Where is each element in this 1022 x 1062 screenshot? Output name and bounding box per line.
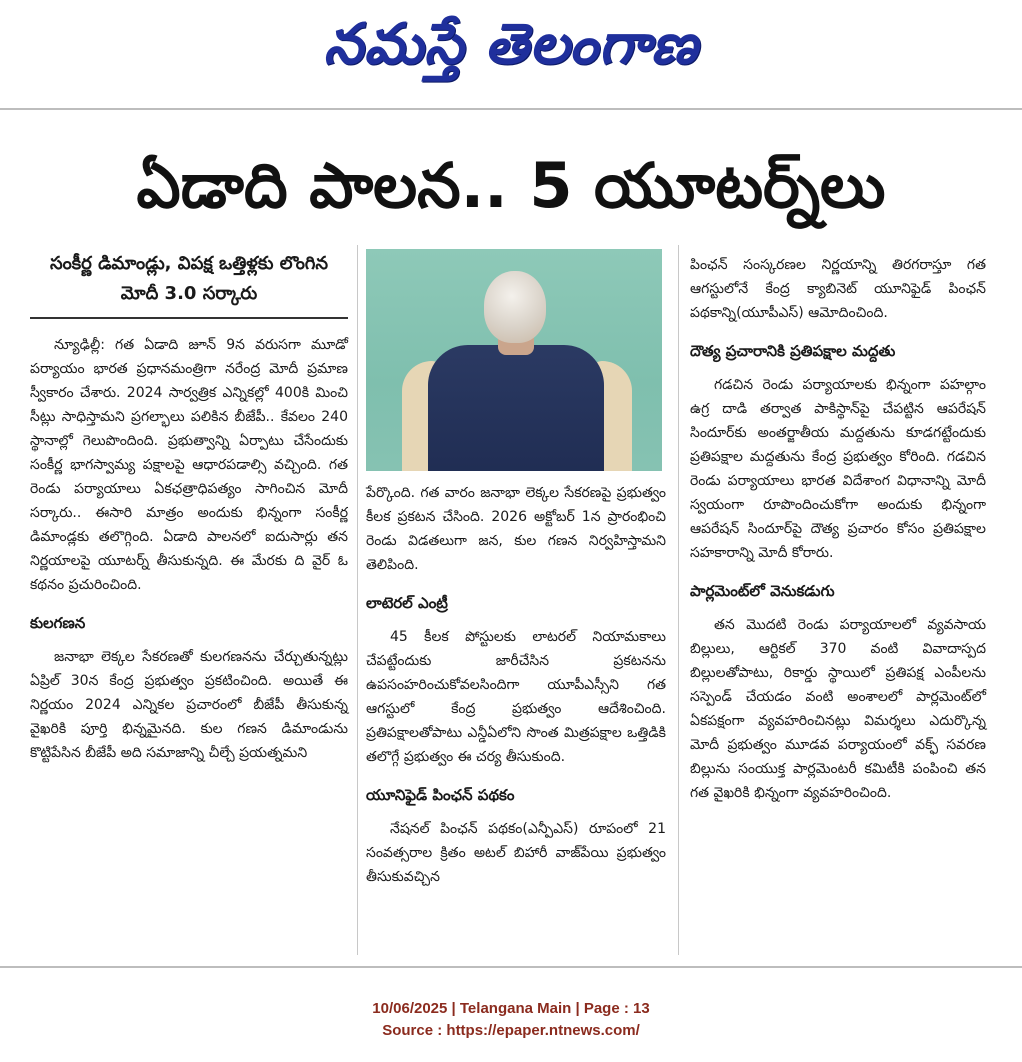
page-footer [0, 998, 1022, 1042]
article-paragraph: గడచిన రెండు పర్యాయాలకు భిన్నంగా పహల్గాం ఉగ్ర దాడి తర్వాత పాకిస్థాన్‌పై చేపట్టిన ఆపరేషన్ సిందూర్‌కు అంతర్జాతీయ మద్దతును కూడగట్టేందుకు ప్రతిపక్షాల మద్దతును కేంద్ర ప్రభుత్వం కోరింది. గడచిన రెండు పర్యాయాలు భారత విదేశాంగ విధానాన్ని మోదీ స్వయంగా రూపొందించుకోగా అందుకు భిన్నంగా ఆపరేషన్ సిందూర్‌పై దౌత్య ప్రచారం కోసం ప్రతిపక్షాల సహకారాన్ని మోదీ కోరారు. [690, 377, 986, 561]
top-divider [0, 108, 1022, 110]
article-paragraph: తన మొదటి రెండు పర్యాయాలలో వ్యవసాయ బిల్లులు, ఆర్టికల్ 370 వంటి వివాదాస్పద బిల్లులతోపాటు, రికార్డు స్థాయిలో ప్రతిపక్ష ఎంపీలను సస్పెండ్ చేయడం వంటి అంశాలలో పార్లమెంట్‌లో ఏకపక్షంగా వ్యవహరించినట్లు విమర్శలు ఎదుర్కొన్న మోదీ ప్రభుత్వం మూడవ పర్యాయంలో వక్ఫ్ సవరణ బిల్లును సంయుక్త పార్లమెంటరీ కమిటీకి పంపించి తన గత వైఖరికి భిన్నంగా వ్యవహరించింది. [690, 617, 986, 801]
column-divider [357, 245, 358, 955]
section-heading: లాటెరల్ ఎంట్రీ [366, 594, 448, 612]
masthead [0, 0, 1022, 100]
article-paragraph: 45 కీలక పోస్టులకు లాటరల్ నియామకాలు చేపట్టేందుకు జారీచేసిన ప్రకటనను ఉపసంహరించుకోవలసిందిగా యూపీఎస్సీని గత ఆగస్టులో కేంద్ర ప్రభుత్వం ఆదేశించింది. ప్రతిపక్షాలతోపాటు ఎన్డీఏలోని సొంత మిత్రపక్షాల ఒత్తిడికి తలొగ్గే ప్రభుత్వం ఈ చర్య తీసుకుంది. [366, 629, 666, 765]
article-column-1 [30, 245, 348, 775]
article-paragraph: నేషనల్ పింఛన్ పథకం(ఎన్పీఎస్) రూపంలో 21 సంవత్సరాల క్రితం అటల్ బిహారీ వాజ్‌పేయి ప్రభుత్వం తీసుకువచ్చిన [366, 821, 666, 885]
article-paragraph: పింఛన్ సంస్కరణల నిర్ణయాన్ని తిరగరాస్తూ గత ఆగస్టులోనే కేంద్ర క్యాబినెట్ యూనిఫైడ్ పింఛన్ పథకాన్ని(యూపీఎస్) ఆమోదించింది. [690, 257, 986, 321]
photo-figure-coat [428, 345, 604, 471]
page-headline: ఏడాది పాలన.. 5 యూటర్న్‌లు [136, 149, 886, 222]
section-heading: కులగణన [30, 614, 86, 632]
source-link[interactable]: Source : https://epaper.ntnews.com/ [382, 1022, 640, 1039]
article-paragraph: పేర్కొంది. గత వారం జనాభా లెక్కల సేకరణపై ప్రభుత్వం కీలక ప్రకటన చేసింది. 2026 అక్టోబర్ 1న ప్రారంభించి రెండు విడతలుగా జన, కుల గణన నిర్వహిస్తామని తెలిపింది. [366, 485, 666, 573]
section-heading: యూనిఫైడ్ పింఛన్ పథకం [366, 786, 515, 804]
bottom-divider [0, 966, 1022, 968]
photo-figure-head [484, 271, 546, 343]
article-column-3 [690, 245, 986, 815]
section-heading: పార్లమెంట్‌లో వెనుకడుగు [690, 582, 835, 600]
article-paragraph: జనాభా లెక్కల సేకరణతో కులగణనను చేర్చుతున్నట్లు ఏప్రిల్ 30న కేంద్ర ప్రభుత్వం ప్రకటించింది. అయితే ఈ నిర్ణయం 2024 ఎన్నికల ప్రచారంలో బీజేపీ తీసుకున్న వైఖరికి పూర్తి భిన్నమైనది. కుల గణన డిమాండును కొట్టిపేసిన బీజేపీ అది సమాజాన్ని చీల్చే ప్రయత్నమని [30, 649, 348, 761]
edition-info: 10/06/2025 | Telangana Main | Page : 13 [372, 1000, 650, 1017]
article-column-2 [366, 245, 666, 899]
article-paragraph: న్యూఢిల్లీ: గత ఏడాది జూన్ 9న వరుసగా మూడో పర్యాయం భారత ప్రధానమంత్రిగా నరేంద్ర మోదీ ప్రమాణ స్వీకారం చేశారు. 2024 సార్వత్రిక ఎన్నికల్లో 400కి మించి సీట్లు సాధిస్తామని ప్రగల్భాలు పలికిన బీజేపీ.. కేవలం 240 స్థానాల్లో గెలుపొందింది. ప్రభుత్వాన్ని ఏర్పాటు చేసేందుకు సంకీర్ణ భాగస్వామ్య పక్షాలపై ఆధారపడాల్సి వచ్చింది. గత రెండు పర్యాయాలు ఏకఛత్రాధిపత్యం సాగించిన మోదీ సర్కారు.. ఈసారి మాత్రం అందుకు భిన్నంగా సంకీర్ణ డిమాండ్లకు తలొగ్గింది. ఏడాది పాలనలో ఐదుసార్లు తన నిర్ణయాలపై యూటర్న్ తీసుకున్నది. ఈ మేరకు ది వైర్ ఓ కథనం ప్రచురించింది. [30, 337, 348, 593]
column-divider [678, 245, 679, 955]
newspaper-logo[interactable]: నమస్తే తెలంగాణ [323, 11, 699, 77]
section-heading: దౌత్య ప్రచారానికి ప్రతిపక్షాల మద్దతు [690, 342, 896, 360]
article-photo [366, 249, 662, 471]
article-kicker: సంకీర్ణ డిమాండ్లు, విపక్ష ఒత్తిళ్లకు లొంగిన మోదీ 3.0 సర్కారు [30, 249, 348, 319]
